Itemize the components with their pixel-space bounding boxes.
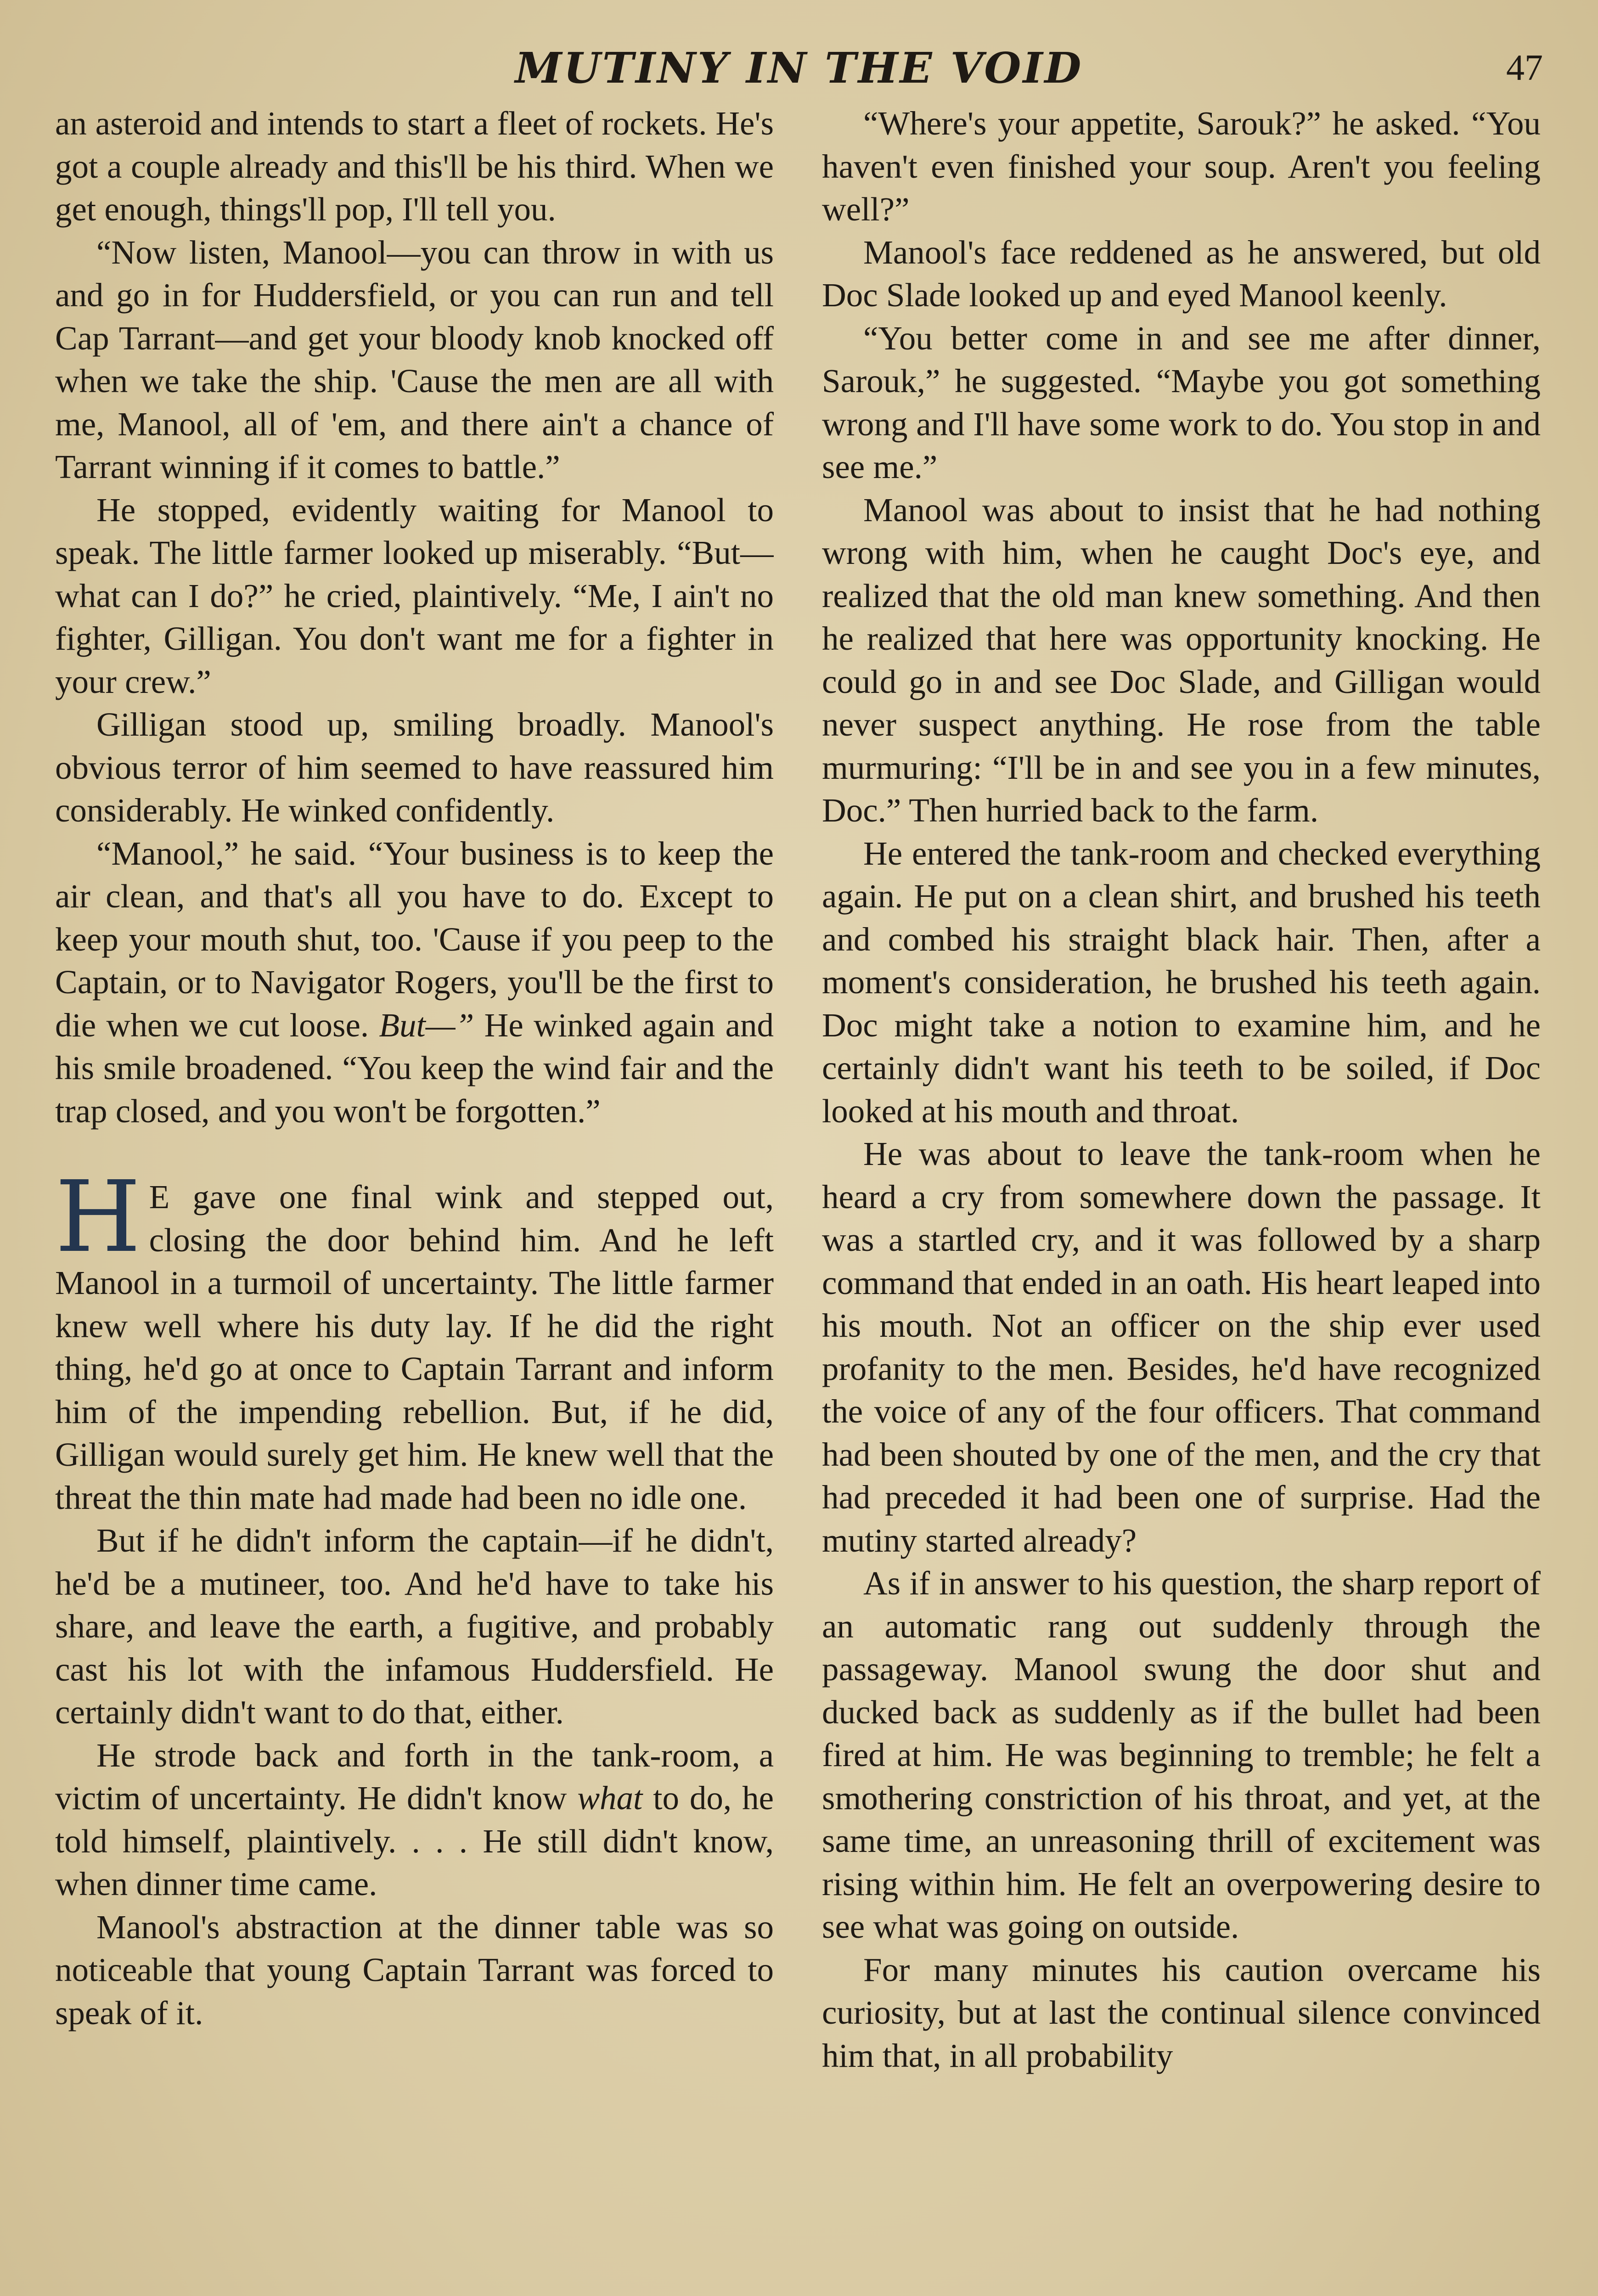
paragraph [55, 832, 774, 1133]
page-number: 47 [1506, 48, 1543, 88]
paragraph: “Where's your appetite, Sarouk?” he asked. “You haven't even finished your soup. Aren't you feeling well?” [822, 105, 1541, 228]
paragraph: He was about to leave the tank-room when he heard a cry from somewhere down the passage. It was a startled cry, and it was followed by a sharp command that ended in an oath. His heart leaped into his mouth. Not an officer on the ship ever used profanity to the men. Besides, he'd have recognized the voice of any of the four officers. That command had been shouted by one of the men, and the cry that had preceded it had been one of surprise. Had the mutiny started already? [822, 1135, 1541, 1559]
paragraph: He entered the tank-room and checked everything again. He put on a clean shirt, and brushed his teeth and combed his straight black hair. Then, after a moment's consideration, he brushed his teeth again. Doc might take a notion to examine him, and he certainly didn't want his teeth to be soiled, if Doc looked at his mouth and throat. [822, 834, 1541, 1130]
section-paragraph [55, 1160, 774, 1519]
left-column [55, 102, 774, 2296]
paragraph: Manool's abstraction at the dinner table was so noticeable that young Captain Tarrant was forced to speak of it. [55, 1908, 774, 2032]
paragraph: He stopped, evidently waiting for Manool to speak. The little farmer looked up miserably. “But—what can I do?” he cried, plaintively. “Me, I ain't no fighter, Gilligan. You don't want me for a fighter in your crew.” [55, 491, 774, 700]
paragraph: Manool was about to insist that he had nothing wrong with him, when he caught Doc's eye, and realized that the old man knew something. And then he realized that here was opportunity knocking. He could go in and see Doc Slade, and Gilligan would never suspect anything. He rose from the table murmuring: “I'll be in and see you in a few minutes, Doc.” Then hurried back to the farm. [822, 491, 1541, 829]
text-run: He strode back and forth in the tank-room, a victim of uncertainty. He didn't know [55, 1736, 774, 1817]
drop-cap: H [55, 1160, 141, 1274]
text-run: He winked again and his smile broadened. “You keep the wind fair and the trap closed, and you won't be forgotten.” [55, 1006, 774, 1130]
paragraph: Manool's face reddened as he answered, but old Doc Slade looked up and eyed Manool keenly. [822, 233, 1541, 314]
text-run: E gave one final wink and stepped out, closing the door behind him. And he left Manool in a turmoil of uncertainty. The little farmer knew well where his duty lay. If he did the right thing, he'd go at once to Captain Tarrant and inform him of the impending rebellion. But, if he did, Gilligan would surely get him. He knew well that the threat the thin mate had made had been no idle one. [55, 1178, 774, 1516]
paragraph: “Now listen, Manool—you can throw in with us and go in for Huddersfield, or you can run and tell Cap Tarrant—and get your bloody knob knocked off when we take the ship. 'Cause the men are all with me, Manool, all of 'em, and there ain't a chance of Tarrant winning if it comes to battle.” [55, 233, 774, 485]
running-title: MUTINY IN THE VOID [515, 43, 1083, 93]
paragraph: As if in answer to his question, the sharp report of an automatic rang out suddenly through the passageway. Manool swung the door shut and ducked back as suddenly as if the bullet had been fired at him. He was beginning to tremble; he felt a smothering constriction of his throat, and yet, at the same time, an unreasoning thrill of excitement was rising within him. He felt an overpowering desire to see what was going on outside. [822, 1564, 1541, 1945]
paragraph: For many minutes his caution overcame his curiosity, but at last the continual silence convinced him that, in all probability [822, 1951, 1541, 2074]
right-column [822, 102, 1541, 2296]
paragraph: Gilligan stood up, smiling broadly. Manool's obvious terror of him seemed to have reassured him considerably. He winked confidently. [55, 706, 774, 829]
paragraph: “You better come in and see me after dinner, Sarouk,” he suggested. “Maybe you got something wrong and I'll have some work to do. You stop in and see me.” [822, 319, 1541, 485]
paragraph: an asteroid and intends to start a fleet of rockets. He's got a couple already and this'll be his third. When we get enough, things'll pop, I'll tell you. [55, 105, 774, 228]
italic-text: But—” [379, 1006, 474, 1044]
paragraph [55, 1734, 774, 1906]
text-run: “Manool,” he said. “Your business is to keep the air clean, and that's all you have to do. Except to keep your mouth shut, too. 'Cause if you peep to the Captain, or to Navigator Rogers, you'll be the first to die when we cut loose. [55, 834, 774, 1044]
paragraph: But if he didn't inform the captain—if he didn't, he'd be a mutineer, too. And he'd have to take his share, and leave the earth, a fugitive, and probably cast his lot with the infamous Huddersfield. He certainly didn't want to do that, either. [55, 1522, 774, 1731]
page-header [0, 40, 1598, 100]
italic-text: what [577, 1779, 643, 1817]
text-run: to do, he told himself, plaintively. . . . He still didn't know, when dinner time came. [55, 1779, 774, 1902]
